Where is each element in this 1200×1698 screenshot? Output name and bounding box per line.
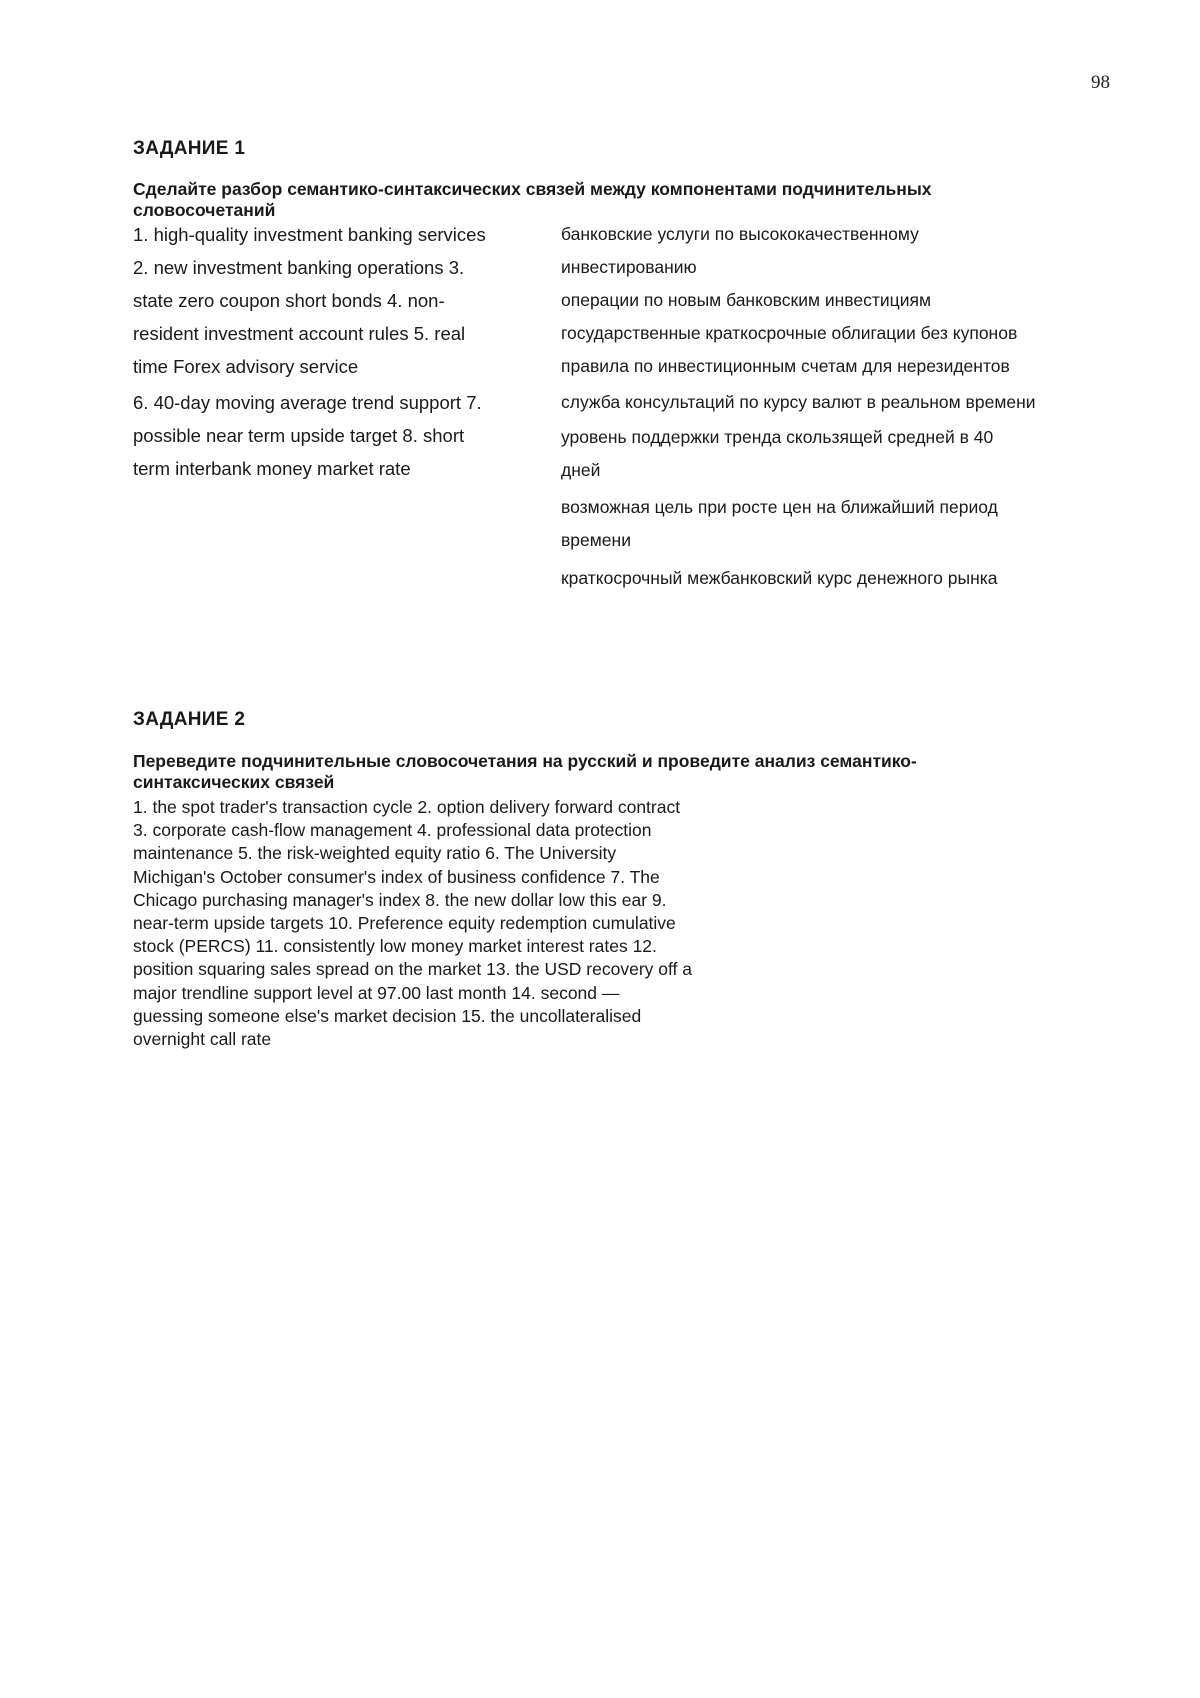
russian-translation-line: правила по инвестиционным счетам для нерезидентов [561,356,1010,376]
task-1-heading: ЗАДАНИЕ 1 [133,138,246,159]
task-1-instruction [133,179,1123,221]
task-2-phrase-line: near-term upside targets 10. Preference equity redemption cumulative [133,913,676,934]
english-phrase-line: 1. high-quality investment banking services [133,224,486,245]
task-2-section [133,709,1123,1051]
english-phrase-line: term interbank money market rate [133,458,411,479]
page-number: 98 [1091,72,1110,93]
task-2-phrase-line: 3. corporate cash-flow management 4. professional data protection [133,820,652,841]
task-2-phrase-line: Michigan's October consumer's index of business confidence 7. The [133,866,660,887]
russian-translation-line: банковские услуги по высококачественному [561,224,919,244]
russian-translation-line: краткосрочный межбанковский курс денежного рынка [561,568,998,588]
task-2-phrase-line: 1. the spot trader's transaction cycle 2. option delivery forward contract [133,797,681,817]
english-phrase-line: state zero coupon short bonds 4. non- [133,290,445,311]
english-phrase-line: time Forex advisory service [133,356,359,377]
russian-translation-line: возможная цель при росте цен на ближайший период [561,497,998,517]
russian-translation-line: государственные краткосрочные облигации без купонов [561,323,1018,343]
task-2-phrase-line: major trendline support level at 97.00 last month 14. second — [133,982,620,1003]
russian-translation-line: дней [561,460,601,480]
russian-translation-line: служба консультаций по курсу валют в реальном времени [561,392,1036,412]
english-phrase-line: 2. new investment banking operations 3. [133,257,465,278]
task-2-phrase-line: overnight call rate [133,1029,272,1050]
russian-translation-line: времени [561,530,631,550]
english-phrase-line: resident investment account rules 5. real [133,323,466,344]
task-2-phrases-paragraph [133,796,803,1051]
task-1-columns [133,224,1123,604]
task-1-section [133,138,1123,604]
task-1-instruction-line: словосочетаний [133,200,276,220]
task-1-instruction-line: Сделайте разбор семантико-синтаксических связей между компонентами подчинительных [133,179,932,199]
task-2-instruction-line: Переведите подчинительные словосочетания на русский и проведите анализ семантико- [133,751,917,771]
task-2-heading: ЗАДАНИЕ 2 [133,709,246,730]
task-2-instruction-line: синтаксических связей [133,772,335,792]
task-2-phrase-line: maintenance 5. the risk-weighted equity ratio 6. The University [133,843,617,864]
task-2-instruction [133,751,1123,793]
russian-translation-line: уровень поддержки тренда скользящей средней в 40 [561,427,994,447]
task-2-phrase-line: position squaring sales spread on the market 13. the USD recovery off a [133,959,693,980]
task-2-phrase-line: stock (PERCS) 11. consistently low money market interest rates 12. [133,936,657,957]
english-phrase-line: 6. 40-day moving average trend support 7. [133,392,482,413]
english-phrase-line: possible near term upside target 8. short [133,425,465,446]
task-2-phrase-line: guessing someone else's market decision 15. the uncollateralised [133,1005,642,1026]
russian-translation-line: инвестированию [561,257,697,277]
task-2-phrase-line: Chicago purchasing manager's index 8. the new dollar low this ear 9. [133,889,667,910]
russian-translation-line: операции по новым банковским инвестициям [561,290,931,310]
